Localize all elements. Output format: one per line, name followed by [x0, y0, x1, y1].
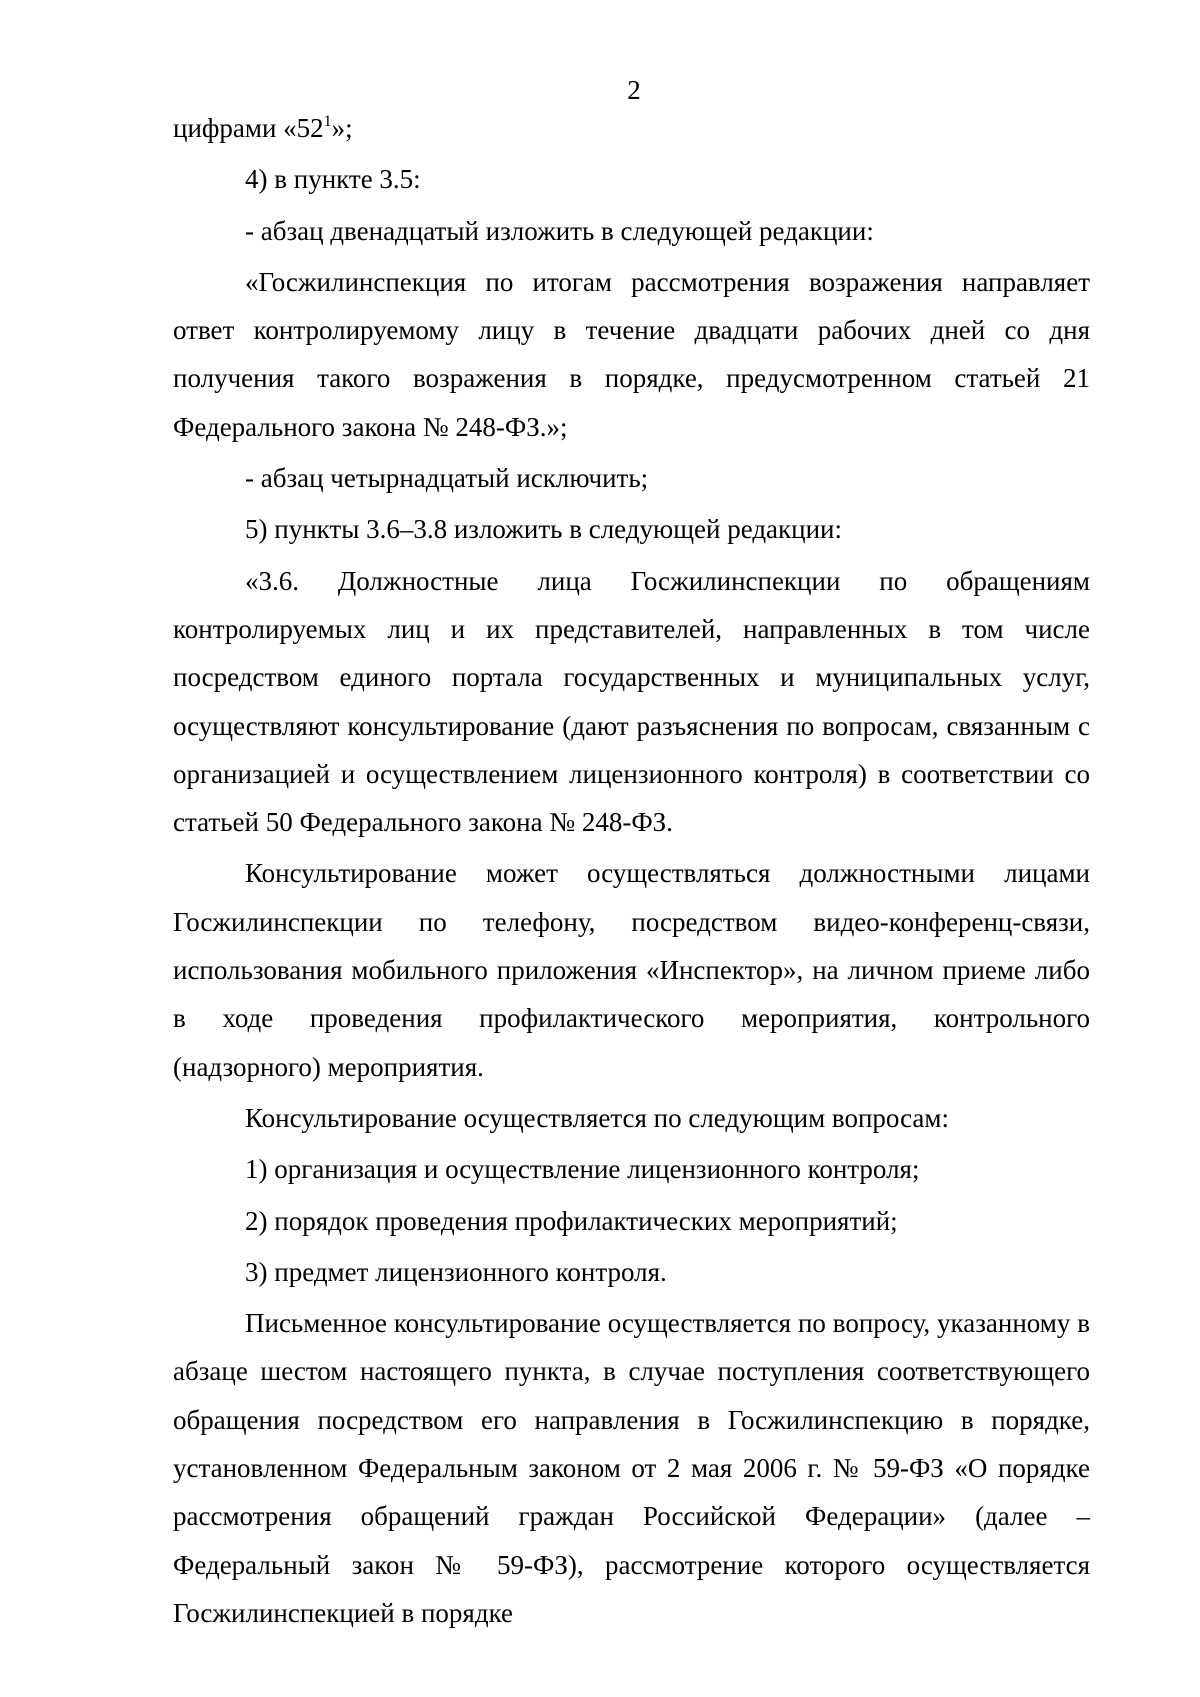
document-body: [173, 104, 1090, 1640]
list-item-topic-1: 1) организация и осуществление лицензионного контроля;: [245, 1154, 920, 1185]
paragraph-consulting-methods: Консультирование может осуществляться должностными лицами Госжилинспекции по телефону, посредством видео-конференц-связи, использования мобильного приложения «Инспектор», на личном приеме либо в ходе проведения профилактического мероприятия, контрольного (надзорного) мероприятия.: [173, 858, 1090, 1082]
list-item-4: 4) в пункте 3.5:: [245, 164, 421, 195]
page-number: 2: [627, 75, 641, 105]
paragraph-clause-3-6: «3.6. Должностные лица Госжилинспекции по обращениям контролируемых лиц и их представителей, направленных в том числе посредством единого портала государственных и муниципальных услуг, осуществляют консультирование (дают разъяснения по вопросам, связанным с организацией и осуществлением лицензионного контроля) в соответствии со статьей 50 Федерального закона № 248-ФЗ.: [173, 565, 1090, 838]
paragraph-text: »;: [331, 113, 353, 143]
paragraph-continuation: [173, 104, 1090, 152]
list-item-5: 5) пункты 3.6–3.8 изложить в следующей редакции:: [245, 514, 843, 545]
paragraph-dash-item: - абзац двенадцатый изложить в следующей редакции:: [245, 215, 874, 246]
list-item-topic-3: 3) предмет лицензионного контроля.: [245, 1256, 667, 1287]
list-item-topic-2: 2) порядок проведения профилактических мероприятий;: [245, 1205, 898, 1236]
paragraph-quoted-text: «Госжилинспекция по итогам рассмотрения возражения направляет ответ контролируемому лицу в течение двадцати рабочих дней со дня получения такого возражения в порядке, предусмотренном статьей 21 Федерального закона № 248-ФЗ.»;: [173, 266, 1090, 442]
paragraph-written-consulting: Письменное консультирование осуществляется по вопросу, указанному в абзаце шестом настоящего пункта, в случае поступления соответствующего обращения посредством его направления в Госжилинспекцию в порядке, установленном Федеральным законом от 2 мая 2006 г. № 59-ФЗ «О порядке рассмотрения обращений граждан Российской Федерации» (далее – Федеральный закон № 59-ФЗ), рассмотрение которого осуществляется Госжилинспекцией в порядке: [173, 1308, 1090, 1628]
paragraph-dash-item: - абзац четырнадцатый исключить;: [245, 463, 649, 494]
paragraph-text: цифрами «52: [173, 113, 324, 143]
paragraph-consulting-topics: Консультирование осуществляется по следующим вопросам:: [245, 1102, 949, 1133]
superscript: 1: [323, 113, 332, 130]
